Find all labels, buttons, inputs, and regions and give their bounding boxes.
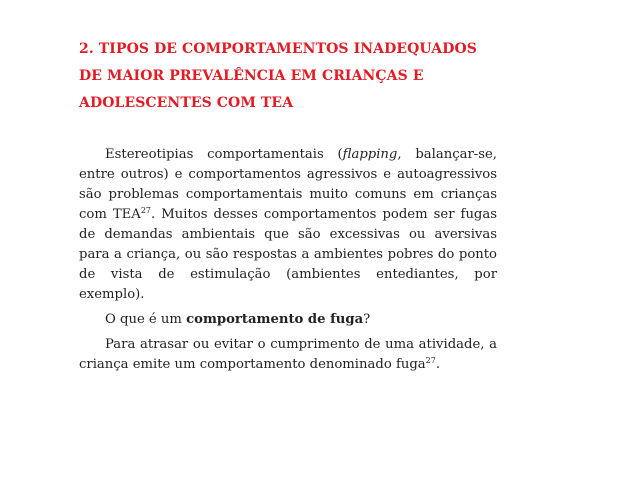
p3-reference: 27 [425,356,436,365]
p1-text-end: . Muitos desses comportamentos podem ser fugas de demandas ambientais que são excessivas ou aversivas para a criança, ou são respostas a ambientes pobres do ponto de vista de estimulação (ambientes entediantes, por exemplo). [79,207,498,302]
p2-text-end: ? [363,312,371,327]
p1-italic-term: flapping [342,147,398,162]
section-heading [79,36,519,117]
p1-text-start: Estereotipias comportamentais ( [105,147,343,162]
p2-bold-term: comportamento de fuga [186,312,364,327]
p1-reference: 27 [140,206,152,215]
paragraph-stereotypies [79,145,497,305]
paragraph-answer [79,335,497,375]
p2-text-start: O que é um [105,312,187,327]
heading-line-3: ADOLESCENTES COM TEA [79,95,294,111]
p3-text: Para atrasar ou evitar o cumprimento de uma atividade, a criança emite um comportamento denominado fuga [79,337,497,372]
body-text [79,145,497,375]
paragraph-question [79,310,497,330]
heading-line-2: DE MAIOR PREVALÊNCIA EM CRIANÇAS E [79,68,424,84]
heading-line-1: 2. TIPOS DE COMPORTAMENTOS INADEQUADOS [79,41,477,57]
p1-text-middle: , balançar-se, entre outros) e comportamentos agressivos e autoagressivos são problemas comportamentais muito comuns em crianças com TEA [79,147,497,222]
p3-text-end: . [435,357,441,372]
